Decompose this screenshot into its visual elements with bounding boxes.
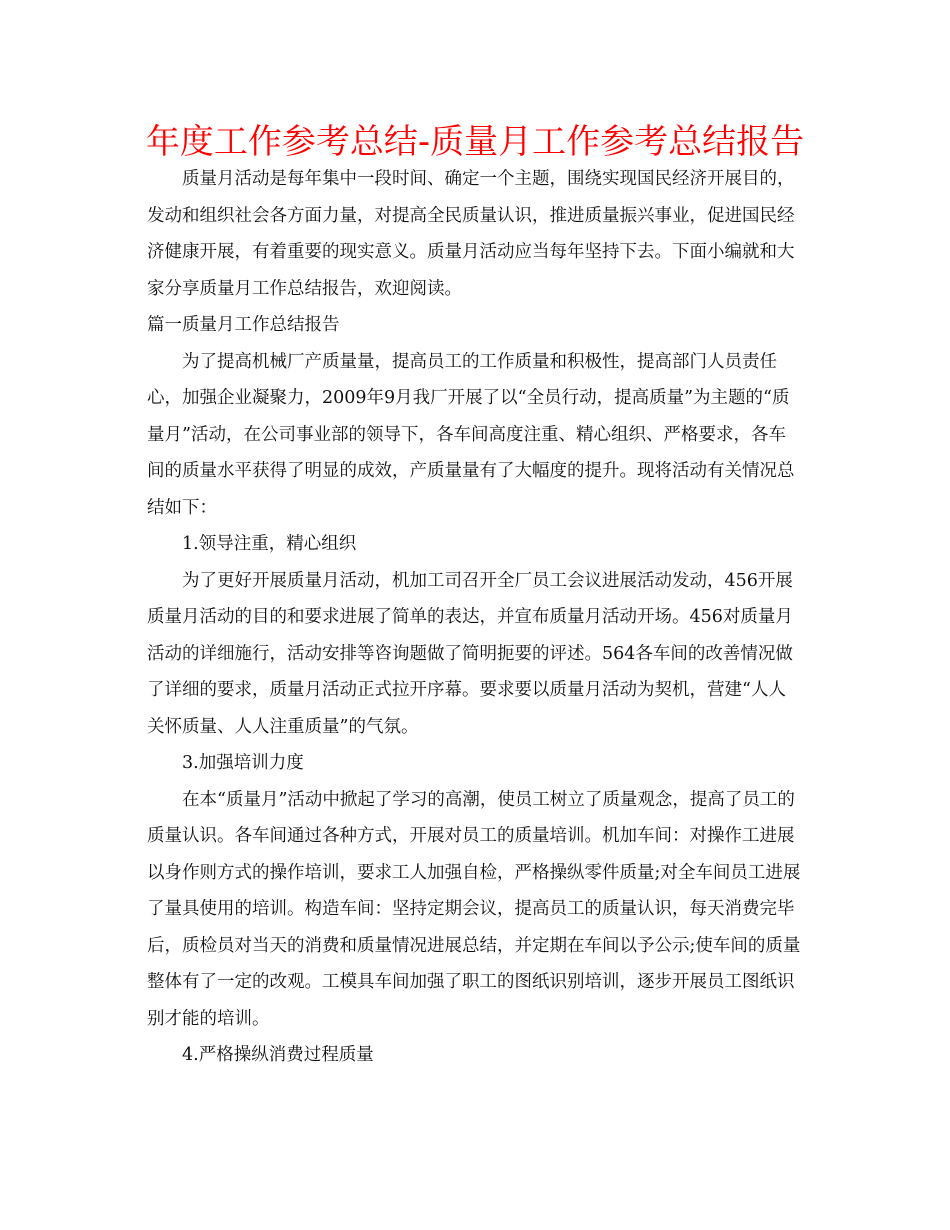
section-heading: 篇一质量月工作总结报告 xyxy=(147,315,340,335)
body-paragraph: 为了更好开展质量月活动，机加工司召开全厂员工会议进展活动发动，456开展质量月活动的目的和要求进展了简单的表达，并宣布质量月活动开场。456对质量月活动的详细施行，活动安排等咨询题做了简明扼要的评述。564各车间的改善情况做了详细的要求，质量月活动正式拉开序幕。要求要以质量月活动为契机，营建“人人关怀质量、人人注重质量”的气氛。 xyxy=(147,570,793,737)
subheading: 3.加强培训力度 xyxy=(182,753,304,773)
body-paragraph: 为了提高机械厂产质量量，提高员工的工作质量和积极性，提高部门人员责任心，加强企业凝聚力，2009年9月我厂开展了以“全员行动，提高质量”为主题的“质量月”活动，在公司事业部的领导下，各车间高度注重、精心组织、严格要求，各车间的质量水平获得了明显的成效，产质量量有了大幅度的提升。现将活动有关情况总结如下： xyxy=(147,351,795,518)
body-paragraph: 在本“质量月”活动中掀起了学习的高潮，使员工树立了质量观念，提高了员工的质量认识。各车间通过各种方式，开展对员工的质量培训。机加车间：对操作工进展以身作则方式的操作培训，要求工人加强自检，严格操纵零件质量;对全车间员工进展了量具使用的培训。构造车间：坚持定期会议，提高员工的质量认识，每天消费完毕后，质检员对当天的消费和质量情况进展总结，并定期在车间以予公示;使车间的质量整体有了一定的改观。工模具车间加强了职工的图纸识别培训，逐步开展员工图纸识别才能的培训。 xyxy=(147,789,801,1029)
subheading: 4.严格操纵消费过程质量 xyxy=(182,1045,374,1065)
document-body xyxy=(147,161,801,1074)
intro-paragraph: 质量月活动是每年集中一段时间、确定一个主题，围绕实现国民经济开展目的，发动和组织社会各方面力量，对提高全民质量认识，推进质量振兴事业，促进国民经济健康开展，有着重要的现实意义。质量月活动应当每年坚持下去。下面小编就和大家分享质量月工作总结报告，欢迎阅读。 xyxy=(147,169,795,299)
subheading: 1.领导注重，精心组织 xyxy=(182,534,357,554)
document-title: 年度工作参考总结-质量月工作参考总结报告 xyxy=(145,122,805,162)
